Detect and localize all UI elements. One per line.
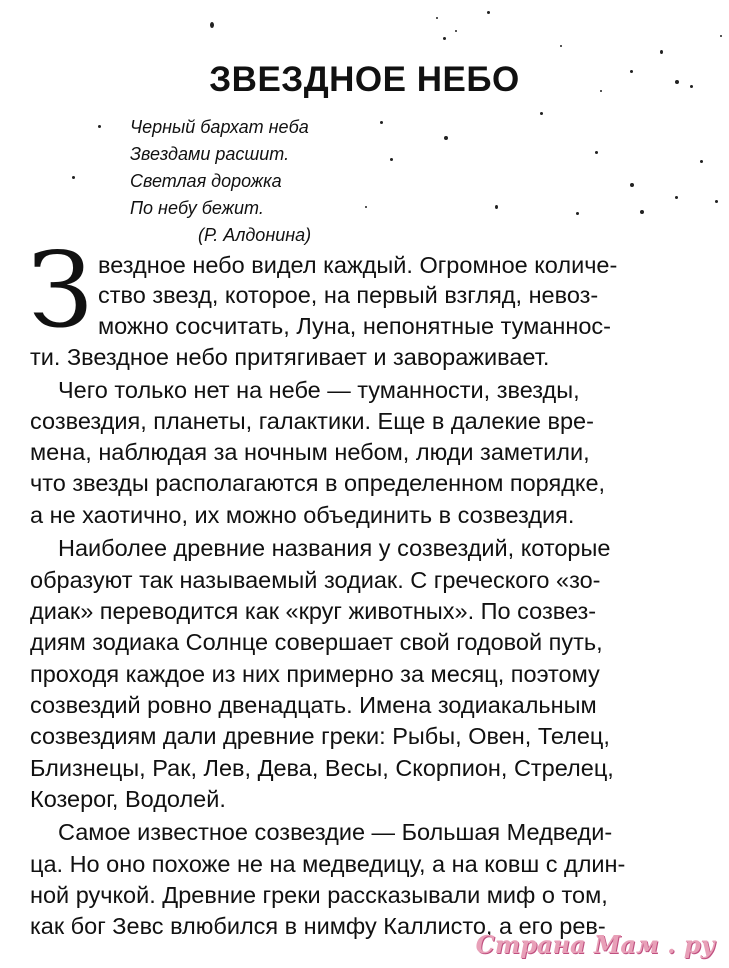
- page-title: ЗВЕЗДНОЕ НЕБО: [209, 60, 520, 99]
- drop-cap: З: [28, 229, 93, 351]
- text-line: можно сосчитать, Луна, непонятные туманнос-: [98, 313, 611, 339]
- site-watermark: Страна Мам . ру: [475, 930, 715, 959]
- text-line: образуют так называемый зодиак. С греческого «зо-: [30, 567, 601, 593]
- text-line: что звезды располагаются в определенном порядке,: [30, 470, 606, 496]
- text-line: мена, наблюдая за ночным небом, люди заметили,: [30, 439, 590, 465]
- text-line: как бог Зевс влюбился в нимфу Каллисто, а его рев-: [30, 913, 606, 939]
- text-line: ной ручкой. Древние греки рассказывали миф о том,: [30, 882, 608, 908]
- text-line: Козерог, Водолей.: [30, 786, 226, 812]
- text-line: Самое известное созвездие — Большая Медведи-: [58, 819, 613, 845]
- poem-line: Светлая дорожка: [130, 171, 282, 191]
- poem-author: (Р. Алдонина): [198, 225, 312, 245]
- text-line: диак» переводится как «круг животных». По созвез-: [30, 598, 597, 624]
- text-line: диям зодиака Солнце совершает свой годовой путь,: [30, 629, 603, 655]
- poem-line: По небу бежит.: [130, 198, 264, 218]
- text-line: ство звезд, которое, на первый взгляд, невоз-: [98, 282, 599, 308]
- text-line: а не хаотично, их можно объединить в созвездия.: [30, 502, 575, 528]
- epigraph-poem: [130, 114, 311, 249]
- text-line: ти. Звездное небо притягивает и завораживает.: [30, 344, 550, 370]
- text-line: созвездия, планеты, галактики. Еще в далекие вре-: [30, 408, 594, 434]
- text-line: Чего только нет на небе — туманности, звезды,: [58, 377, 580, 403]
- text-line: Наиболее древние названия у созвездий, которые: [58, 535, 611, 561]
- poem-line: Звездами расшит.: [130, 144, 290, 164]
- text-line: вездное небо видел каждый. Огромное количе-: [98, 252, 618, 278]
- text-line: созвездий ровно двенадцать. Имена зодиакальным: [30, 692, 597, 718]
- text-line: созвездиям дали древние греки: Рыбы, Овен, Телец,: [30, 723, 610, 749]
- text-line: ца. Но оно похоже не на медведицу, а на ковш с длин-: [30, 851, 626, 877]
- text-line: Близнецы, Рак, Лев, Дева, Весы, Скорпион, Стрелец,: [30, 755, 614, 781]
- text-line: проходя каждое из них примерно за месяц, поэтому: [30, 661, 600, 687]
- poem-line: Черный бархат неба: [130, 117, 309, 137]
